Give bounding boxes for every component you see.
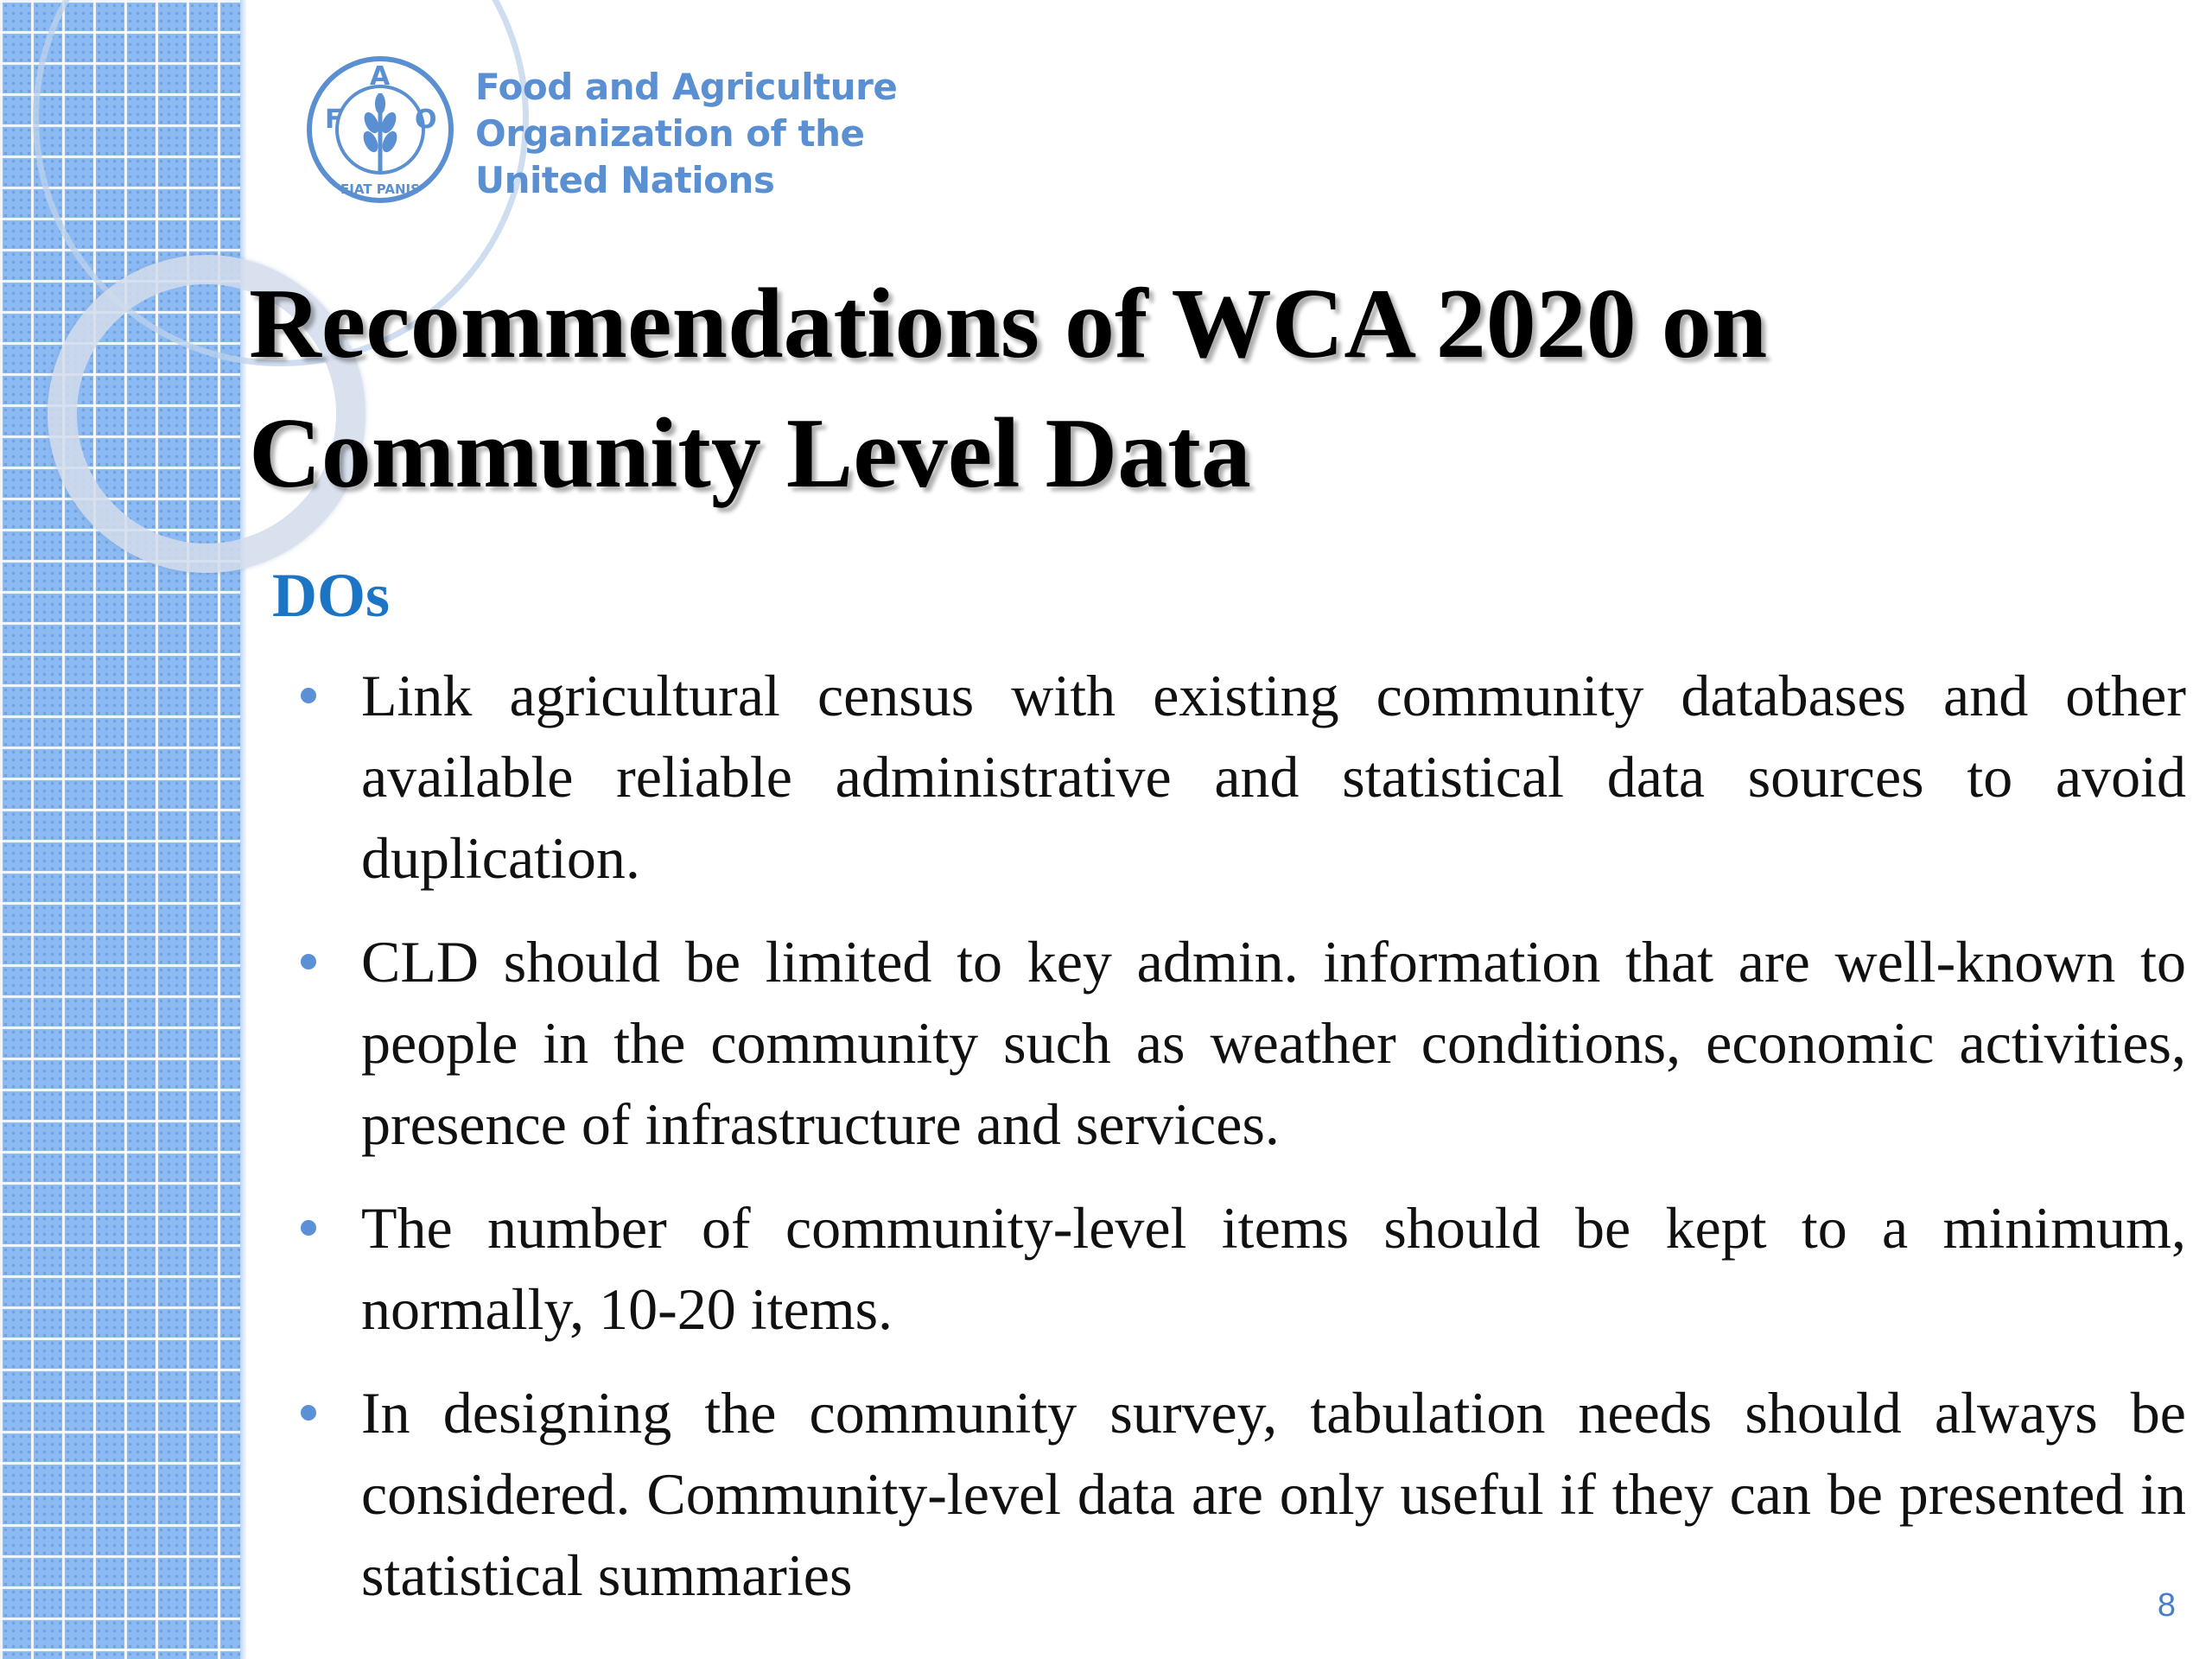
logo-letter-o: O [415,105,437,135]
bullet-list [294,655,2186,1638]
bullet-dot-icon [301,954,316,969]
bullet-text: Link agricultural census with existing community databases and other available reliable administrative and statistical data sources to avoid duplication. [361,663,2186,891]
bullet-dot-icon [301,1220,316,1236]
slide-title-line: Community Level Data [249,398,1251,509]
organization-name [475,64,897,204]
bullet-text: In designing the community survey, tabulation needs should always be considered. Community-level data are only useful if they can be presented in statistical summaries [361,1380,2186,1608]
bullet-text: CLD should be limited to key admin. information that are well-known to people in the community such as weather conditions, economic activities, presence of infrastructure and services. [361,929,2186,1157]
bullet-item [294,921,2186,1165]
organization-name-line: Food and Agriculture [475,66,898,108]
organization-name-line: United Nations [475,159,775,201]
fao-logo-icon [306,55,454,204]
bullet-item [294,1187,2186,1350]
organization-name-line: Organization of the [475,112,865,155]
bullet-item [294,655,2186,899]
bullet-item [294,1372,2186,1616]
section-heading: DOs [272,561,391,630]
bullet-dot-icon [301,688,316,703]
logo-letter-a: A [370,61,391,92]
decorative-grid-band [0,0,245,1659]
page-number: 8 [2157,1587,2176,1624]
decorative-band-edge [240,0,247,1659]
bullet-text: The number of community-level items should be kept to a minimum, normally, 10-20 items. [361,1195,2186,1342]
logo-motto: FIAT PANIS [340,181,420,197]
slide-title-line: Recommendations of WCA 2020 on [249,269,1768,379]
logo-letter-f: F [325,105,343,135]
slide-title [249,259,2167,518]
bullet-dot-icon [301,1405,316,1421]
